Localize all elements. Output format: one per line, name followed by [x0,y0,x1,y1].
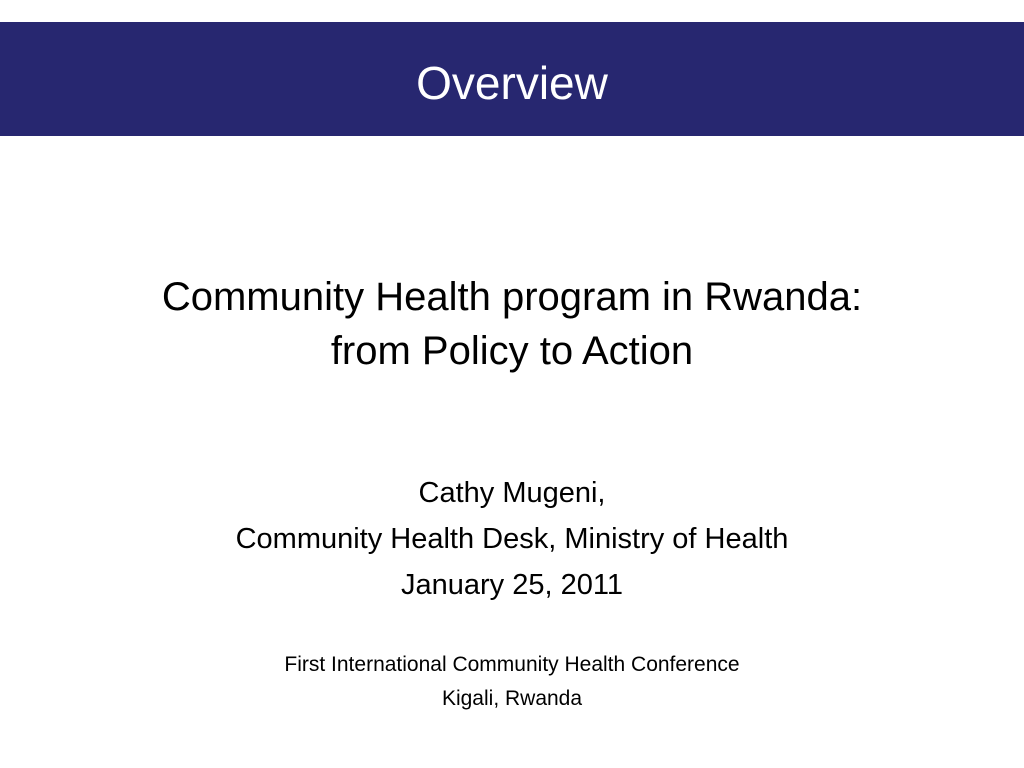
main-title-line-2: from Policy to Action [330,329,694,373]
presenter-name: Cathy Mugeni, [418,477,606,509]
slide-header-title: Overview [416,57,608,109]
presenter-block [0,470,1024,608]
slide-main-title [0,270,1024,378]
event-block [0,648,1024,716]
event-name: First International Community Health Conference [284,653,740,676]
event-location: Kigali, Rwanda [441,687,583,710]
presenter-affiliation: Community Health Desk, Ministry of Health [235,523,789,555]
main-title-line-1: Community Health program in Rwanda: [161,275,863,319]
presentation-date: January 25, 2011 [401,569,623,601]
